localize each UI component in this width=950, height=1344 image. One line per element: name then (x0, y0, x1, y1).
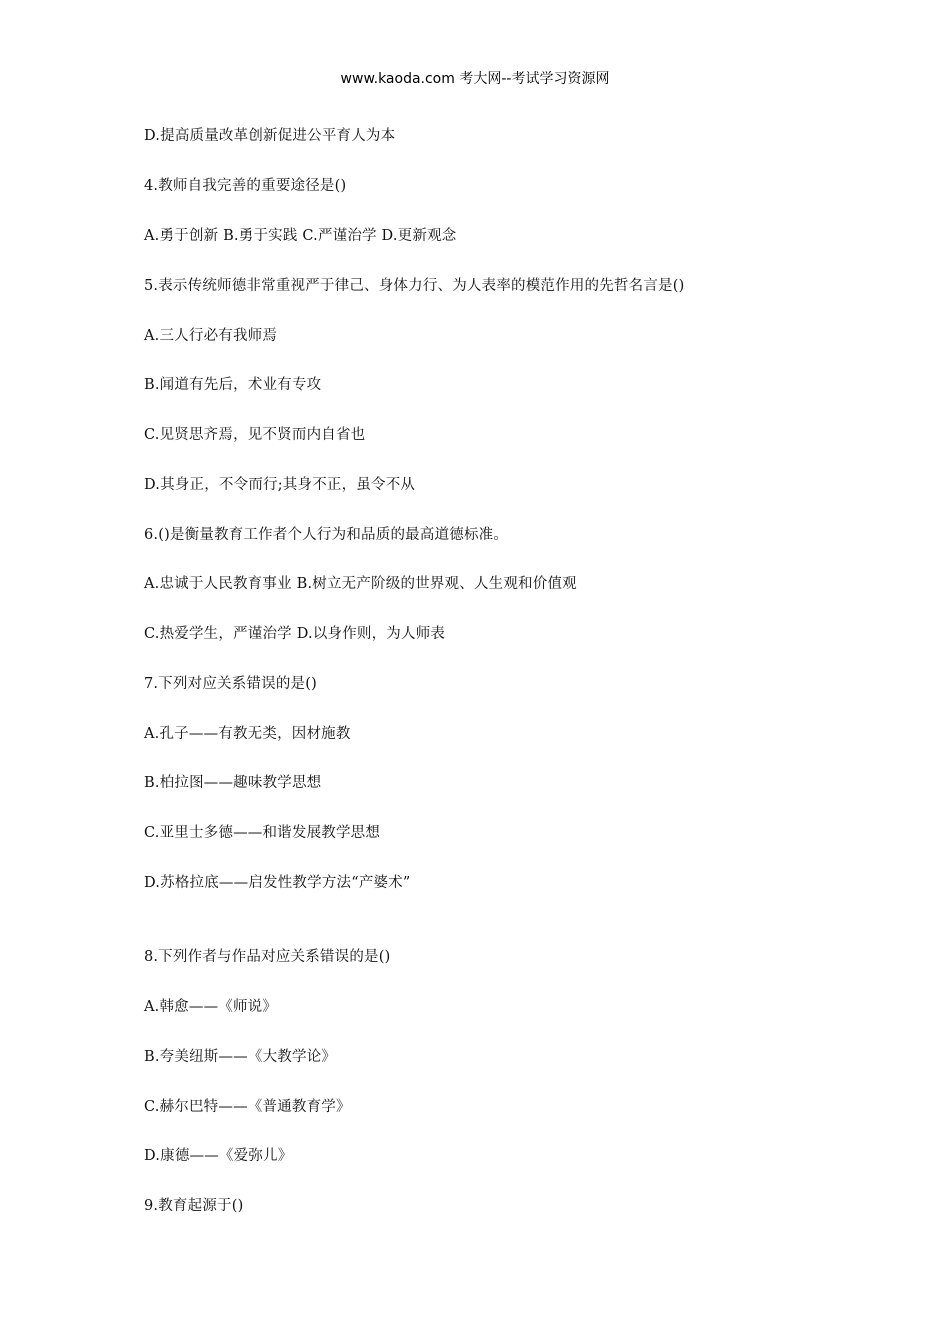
option-line: C.亚里士多德——和谐发展教学思想 (144, 825, 381, 841)
question-line: 6.()是衡量教育工作者个人行为和品质的最高道德标准。 (144, 527, 509, 543)
option-line: D.康德——《爱弥儿》 (144, 1148, 293, 1164)
option-line: D.苏格拉底——启发性教学方法“产婆术” (144, 875, 411, 891)
option-line: A.三人行必有我师焉 (144, 328, 278, 344)
option-line: D.其身正，不令而行;其身不正，虽令不从 (144, 477, 416, 493)
option-line: C.热爱学生，严谨治学 D.以身作则，为人师表 (144, 626, 446, 642)
option-line: A.勇于创新 B.勇于实践 C.严谨治学 D.更新观念 (144, 228, 457, 244)
question-line: 8.下列作者与作品对应关系错误的是() (144, 949, 391, 965)
option-line: A.孔子——有教无类，因材施教 (144, 726, 351, 742)
option-line: C.见贤思齐焉，见不贤而内自省也 (144, 427, 366, 443)
option-line: B.夸美纽斯——《大教学论》 (144, 1049, 337, 1065)
question-line: 4.教师自我完善的重要途径是() (144, 178, 347, 194)
option-line: B.柏拉图——趣味教学思想 (144, 775, 322, 791)
text-line: D.提高质量改革创新促进公平育人为本 (144, 128, 396, 144)
question-line: 5.表示传统师德非常重视严于律己、身体力行、为人表率的模范作用的先哲名言是() (144, 278, 685, 294)
question-line: 7.下列对应关系错误的是() (144, 676, 317, 692)
option-line: A.韩愈——《师说》 (144, 999, 278, 1015)
option-line: B.闻道有先后，术业有专攻 (144, 377, 322, 393)
option-line: A.忠诚于人民教育事业 B.树立无产阶级的世界观、人生观和价值观 (144, 576, 577, 592)
option-line: C.赫尔巴特——《普通教育学》 (144, 1099, 351, 1115)
question-line: 9.教育起源于() (144, 1198, 244, 1214)
page-header: www.kaoda.com 考大网--考试学习资源网 (340, 71, 610, 87)
